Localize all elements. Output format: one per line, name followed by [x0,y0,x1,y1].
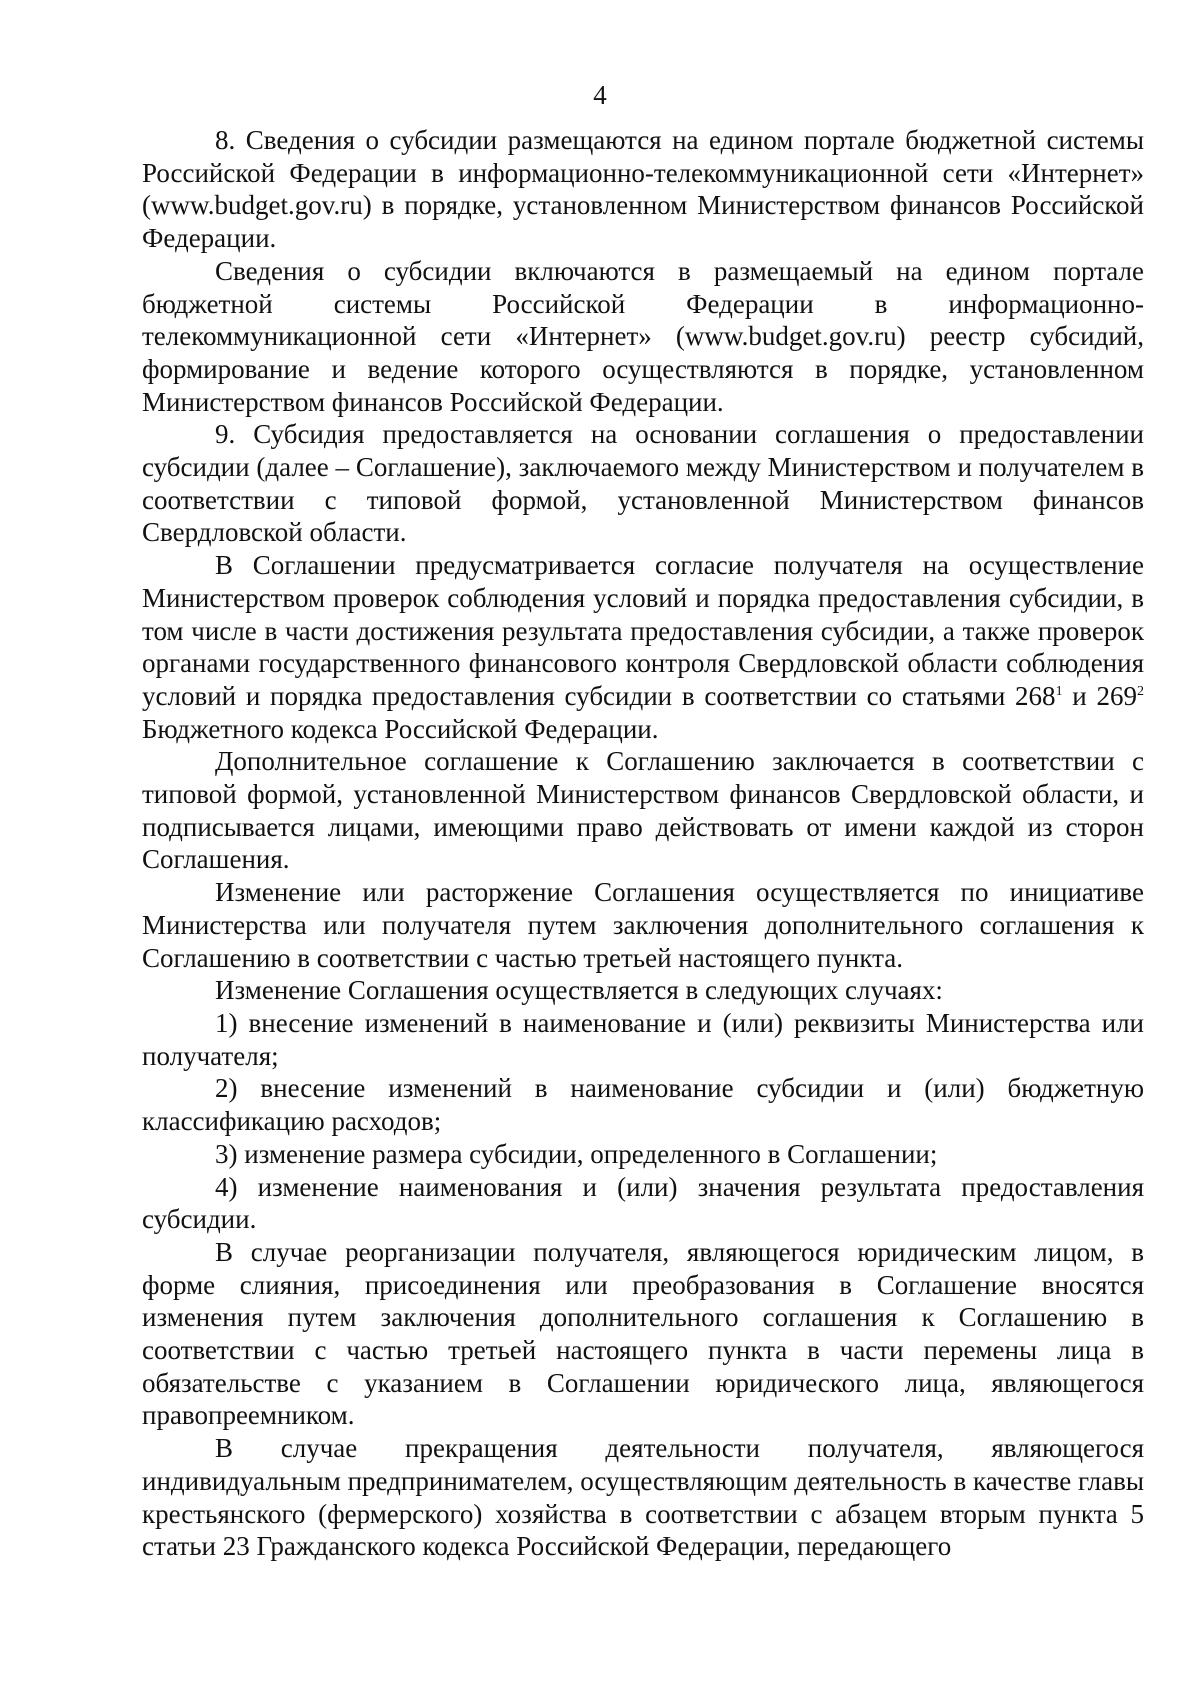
article-268-superscript: 1 [1055,683,1063,699]
paragraph-subsidy-registry: Сведения о субсидии включаются в размещаемый на едином портале бюджетной системы Российской Федерации в информационно-телекоммуникационной сети «Интернет» (www.budget.gov.ru) реестр субсидий, формирование и ведение которого осуществляются в порядке, установленном Министерством финансов Российской Федерации. [142,255,1144,417]
paragraph-8-budget-portal: 8. Сведения о субсидии размещаются на едином портале бюджетной системы Российской Федерации в информационно-телекоммуникационной сети «Интернет» (www.budget.gov.ru) в порядке, установленном Министерством финансов Российской Федерации. [142,125,1144,254]
document-body [142,124,1144,1563]
paragraph-termination-of-activity: В случае прекращения деятельности получателя, являющегося индивидуальным предпринимателем, осуществляющим деятельность в качестве главы крестьянского (фермерского) хозяйства в соответствии с абзацем вторым пункта 5 статьи 23 Гражданского кодекса Российской Федерации, передающего [142,1433,1144,1562]
article-269-superscript: 2 [1136,683,1144,699]
list-item-4-result: 4) изменение наименования и (или) значения результата предоставления субсидии. [142,1171,1144,1235]
paragraph-9-agreement: 9. Субсидия предоставляется на основании соглашения о предоставлении субсидии (далее – Соглашение), заключаемого между Министерством и получателем в соответствии с типовой формой, установленной Министерством финансов Свердловской области. [142,419,1144,548]
inspections-text-middle: и 269 [1062,680,1137,711]
page-number: 4 [593,80,607,110]
paragraph-amendment-cases-intro: Изменение Соглашения осуществляется в следующих случаях: [215,975,943,1006]
paragraph-amendment-termination: Изменение или расторжение Соглашения осуществляется по инициативе Министерства или получателя путем заключения дополнительного соглашения к Соглашению в соответствии с частью третьей настоящего пункта. [142,877,1144,973]
paragraph-additional-agreement: Дополнительное соглашение к Соглашению заключается в соответствии с типовой формой, установленной Министерством финансов Свердловской области, и подписывается лицами, имеющими право действовать от имени каждой из сторон Соглашения. [142,746,1144,875]
paragraph-agreement-inspections [142,549,1144,745]
list-item-3-subsidy-amount: 3) изменение размера субсидии, определенного в Соглашении; [215,1138,938,1169]
paragraph-reorganization: В случае реорганизации получателя, являющегося юридическим лицом, в форме слияния, присоединения или преобразования в Соглашение вносятся изменения путем заключения дополнительного соглашения к Соглашению в соответствии с частью третьей настоящего пункта в части перемены лица в обязательстве с указанием в Соглашении юридического лица, являющегося правопреемником. [142,1236,1144,1431]
list-item-2-budget-classification: 2) внесение изменений в наименование субсидии и (или) бюджетную классификацию расходов; [142,1073,1144,1137]
list-item-1-requisites: 1) внесение изменений в наименование и (или) реквизиты Министерства или получателя; [142,1007,1144,1071]
inspections-text-after: Бюджетного кодекса Российской Федерации. [142,713,659,744]
inspections-text-before: В Соглашении предусматривается согласие получателя на осуществление Министерством проверок соблюдения условий и порядка предоставления субсидии, в том числе в части достижения результата предоставления субсидии, а также проверок органами государственного финансового контроля Свердловской области соблюдения условий и порядка предоставления субсидии в соответствии со статьями 268 [142,550,1144,711]
